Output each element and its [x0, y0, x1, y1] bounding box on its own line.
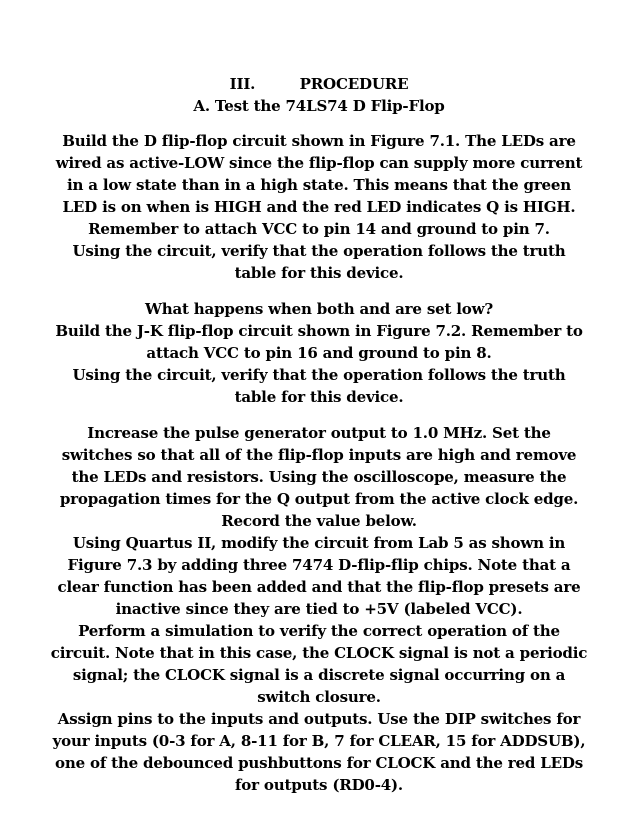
text-line: Using Quartus II, modify the circuit from Lab 5 as shown in: [72, 534, 566, 552]
section-heading: [0, 74, 638, 94]
text-line: Using the circuit, verify that the operation follows the truth: [72, 366, 566, 384]
text-line: your inputs (0-3 for A, 8-11 for B, 7 for CLEAR, 15 for ADDSUB),: [52, 732, 586, 750]
text-line: Remember to attach VCC to pin 14 and ground to pin 7.: [88, 220, 550, 238]
text-line: Figure 7.3 by adding three 7474 D-flip-flip chips. Note that a: [67, 556, 571, 574]
text-line: switch closure.: [257, 688, 381, 706]
text-line: attach VCC to pin 16 and ground to pin 8.: [146, 344, 492, 362]
text-line: propagation times for the Q output from the active clock edge.: [59, 490, 579, 508]
text-line: switches so that all of the flip-flop inputs are high and remove: [61, 446, 577, 464]
text-line: inactive since they are tied to +5V (labeled VCC).: [115, 600, 523, 618]
text-line: Assign pins to the inputs and outputs. Use the DIP switches for: [57, 710, 581, 728]
text-line: Build the J-K flip-flop circuit shown in Figure 7.2. Remember to: [55, 322, 583, 340]
text-line: circuit. Note that in this case, the CLOCK signal is not a periodic: [50, 644, 588, 662]
subsection-heading: A. Test the 74LS74 D Flip-Flop: [193, 97, 445, 115]
text-line: LED is on when is HIGH and the red LED indicates Q is HIGH.: [62, 198, 576, 216]
text-line: clear function has been added and that the flip-flop presets are: [57, 578, 581, 596]
section-title: PROCEDURE: [299, 75, 409, 93]
text-line: table for this device.: [234, 388, 404, 406]
text-line: Increase the pulse generator output to 1.0 MHz. Set the: [87, 424, 551, 442]
text-line: in a low state than in a high state. This means that the green: [66, 176, 572, 194]
section-number: III.: [229, 75, 256, 93]
text-line: What happens when both and are set low?: [145, 300, 493, 318]
text-line: table for this device.: [234, 264, 404, 282]
text-line: wired as active-LOW since the flip-flop can supply more current: [55, 154, 583, 172]
text-line: the LEDs and resistors. Using the oscilloscope, measure the: [71, 468, 567, 486]
text-line: Perform a simulation to verify the correct operation of the: [78, 622, 560, 640]
text-line: for outputs (RD0-4).: [235, 776, 403, 794]
text-line: signal; the CLOCK signal is a discrete signal occurring on a: [72, 666, 566, 684]
text-line: Using the circuit, verify that the operation follows the truth: [72, 242, 566, 260]
text-line: one of the debounced pushbuttons for CLOCK and the red LEDs: [55, 754, 583, 772]
text-line: Build the D flip-flop circuit shown in Figure 7.1. The LEDs are: [62, 132, 576, 150]
text-line: Record the value below.: [221, 512, 417, 530]
